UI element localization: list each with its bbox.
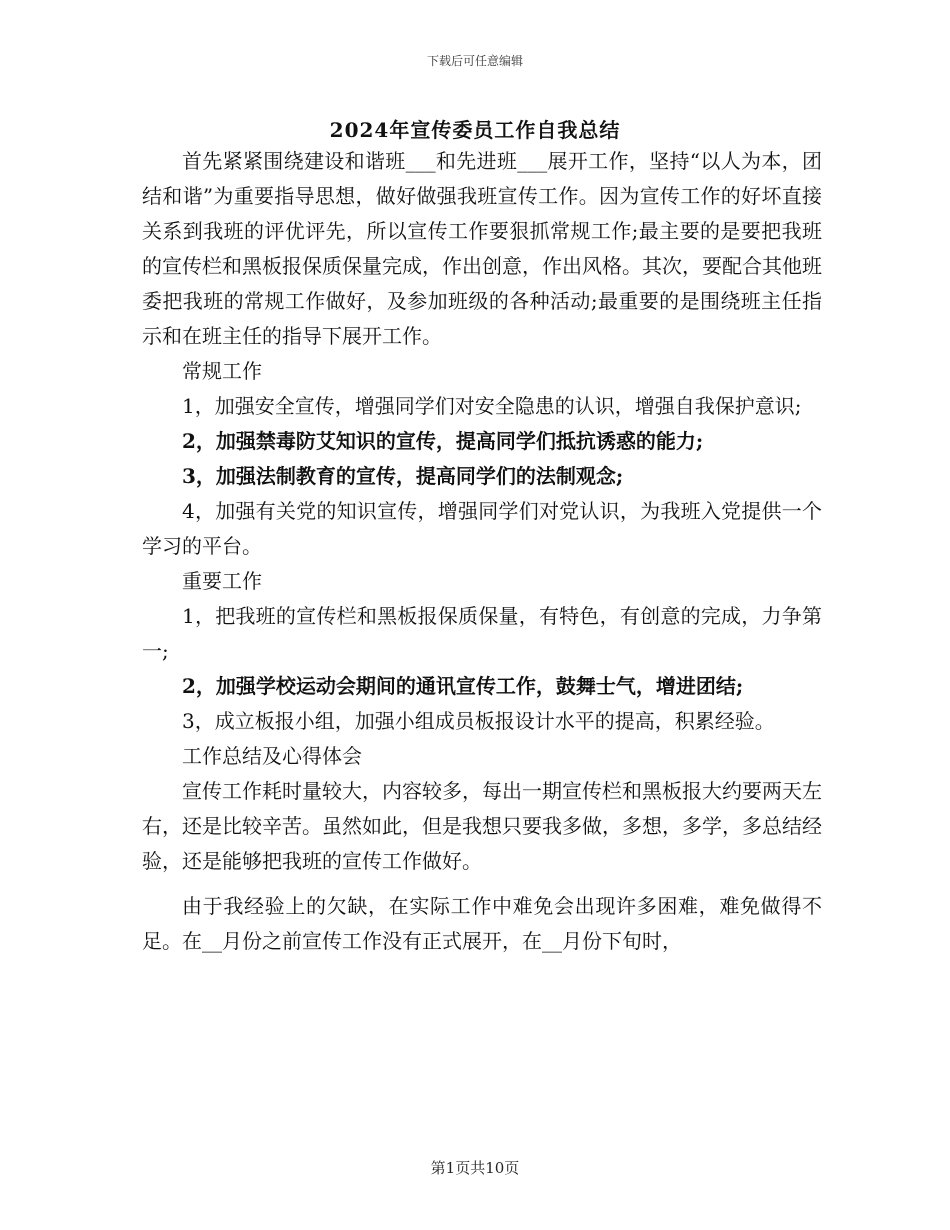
document-body <box>142 144 822 959</box>
summary-paragraph: 宣传工作耗时量较大，内容较多，每出一期宣传栏和黑板报大约要两天左右，还是比较辛苦。虽然如此，但是我想只要我多做，多想，多学，多总结经验，还是能够把我班的宣传工作做好。 <box>142 779 822 873</box>
intro-paragraph: 首先紧紧围绕建设和谐班___和先进班___展开工作，坚持“以人为本，团结和谐”为重要指导思想，做好做强我班宣传工作。因为宣传工作的好坏直接关系到我班的评优评先，所以宣传工作要狠抓常规工作;最主要的是要把我班的宣传栏和黑板报保质保量完成，作出创意，作出风格。其次，要配合其他班委把我班的常规工作做好，及参加班级的各种活动;最重要的是围绕班主任指示和在班主任的指导下展开工作。 <box>142 149 822 348</box>
page-number: 第1页共10页 <box>430 1159 520 1177</box>
document-title: 2024年宣传委员工作自我总结 <box>329 118 621 142</box>
key-item-1: 1，把我班的宣传栏和黑板报保质保量，有特色，有创意的完成，力争第一; <box>142 604 822 663</box>
page-header-note: 下载后可任意编辑 <box>426 54 523 68</box>
section-heading-summary: 工作总结及心得体会 <box>182 744 362 768</box>
reflection-paragraph: 由于我经验上的欠缺，在实际工作中难免会出现许多困难，难免做得不足。在__月份之前宣传工作没有正式展开，在__月份下旬时， <box>142 894 822 953</box>
routine-item-1: 1，加强安全宣传，增强同学们对安全隐患的认识，增强自我保护意识; <box>182 394 802 418</box>
section-heading-key-work: 重要工作 <box>182 569 262 593</box>
routine-item-3: 3，加强法制教育的宣传，提高同学们的法制观念; <box>182 464 624 488</box>
routine-item-4: 4，加强有关党的知识宣传，增强同学们对党认识，为我班入党提供一个学习的平台。 <box>142 499 822 558</box>
routine-item-2: 2，加强禁毒防艾知识的宣传，提高同学们抵抗诱惑的能力; <box>182 429 704 453</box>
section-heading-routine-work: 常规工作 <box>182 359 262 383</box>
key-item-2: 2，加强学校运动会期间的通讯宣传工作，鼓舞士气，增进团结; <box>182 674 744 698</box>
key-item-3: 3，成立板报小组，加强小组成员板报设计水平的提高，积累经验。 <box>182 709 775 733</box>
